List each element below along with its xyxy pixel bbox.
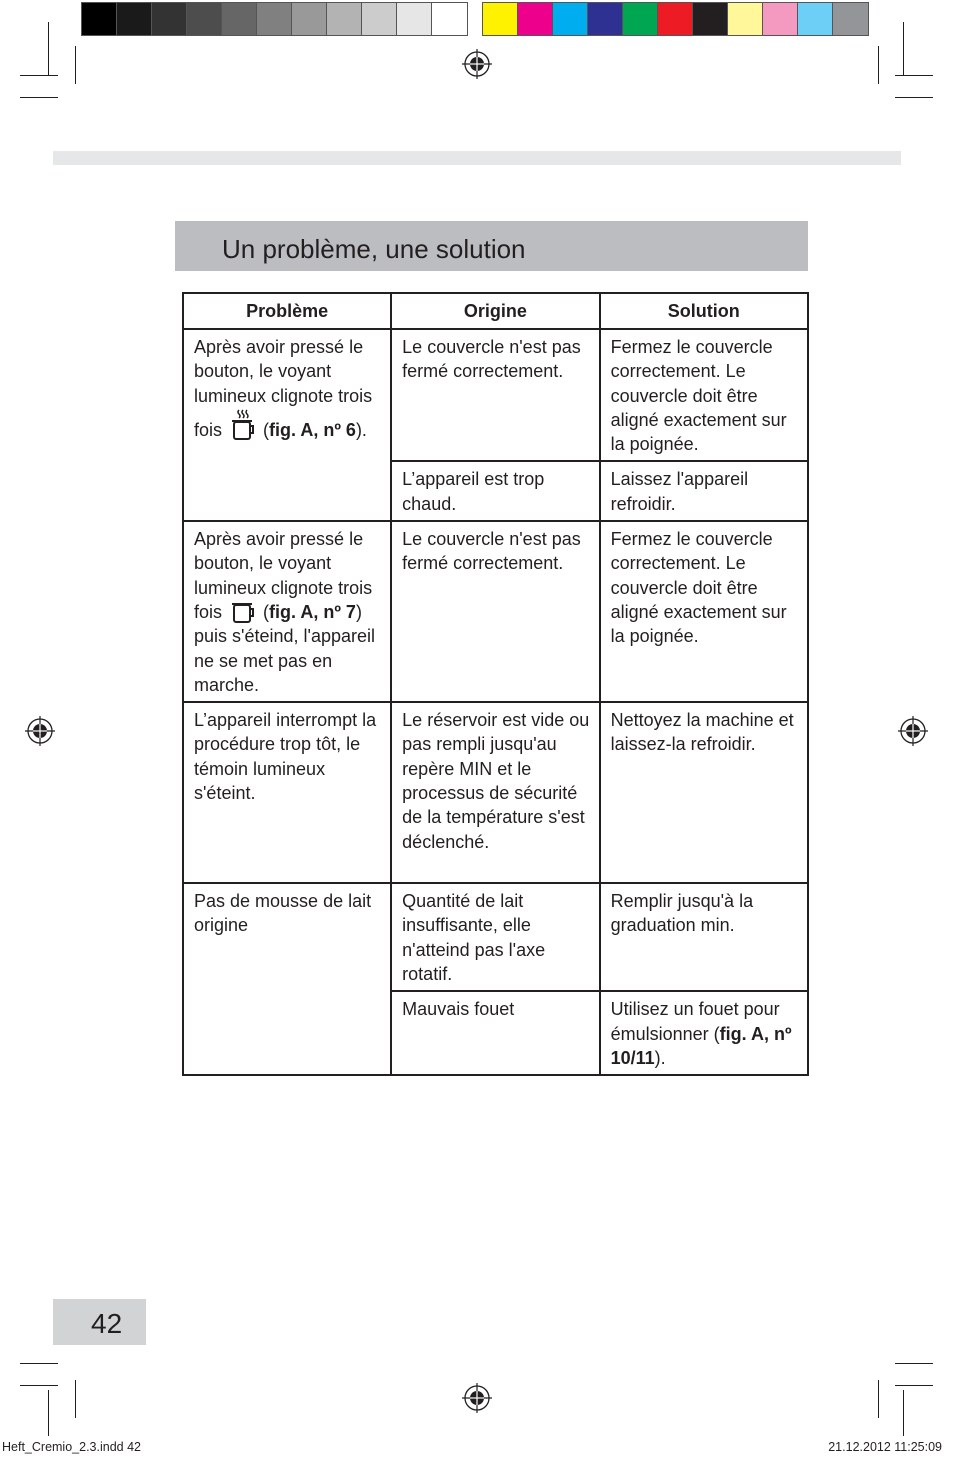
color-swatch xyxy=(518,3,553,35)
problem-cell: L’appareil interrompt la procédure trop tôt, le témoin lumineux s'éteint. xyxy=(183,702,391,883)
table-row xyxy=(183,883,808,991)
crop-mark xyxy=(20,97,58,98)
crop-mark xyxy=(895,75,933,76)
crop-mark xyxy=(878,1380,879,1418)
color-swatch xyxy=(82,3,117,35)
table-row xyxy=(183,702,808,883)
color-swatch xyxy=(763,3,798,35)
process-color-bar xyxy=(482,2,869,36)
problem-text: ( xyxy=(258,601,270,622)
color-swatch xyxy=(432,3,467,35)
troubleshooting-table xyxy=(182,292,809,1076)
column-header-problem: Problème xyxy=(183,293,391,329)
table-row xyxy=(183,329,808,461)
problem-cell xyxy=(183,521,391,702)
registration-mark-icon xyxy=(462,49,492,79)
color-swatch xyxy=(588,3,623,35)
color-swatch xyxy=(728,3,763,35)
color-swatch xyxy=(222,3,257,35)
problem-text: ). xyxy=(355,419,367,440)
color-swatch xyxy=(327,3,362,35)
origin-cell: Quantité de lait insuffisante, elle n'atteind pas l'axe rotatif. xyxy=(391,883,599,991)
page-number-box xyxy=(53,1299,146,1345)
color-swatch xyxy=(362,3,397,35)
registration-mark-icon xyxy=(462,1383,492,1413)
crop-mark xyxy=(20,1385,58,1386)
solution-text: ). xyxy=(654,1047,666,1068)
registration-mark-icon xyxy=(898,716,928,746)
color-swatch xyxy=(292,3,327,35)
crop-mark xyxy=(903,1390,904,1436)
figure-reference: fig. A, nº 10/11 xyxy=(610,1023,792,1068)
color-swatch xyxy=(152,3,187,35)
origin-cell: Le couvercle n'est pas fermé correctement. xyxy=(391,329,599,461)
solution-cell: Fermez le couvercle correctement. Le couvercle doit être aligné exactement sur la poignée. xyxy=(600,329,808,461)
crop-mark xyxy=(75,1380,76,1418)
crop-mark xyxy=(895,97,933,98)
origin-cell: Le réservoir est vide ou pas rempli jusqu'au repère MIN et le processus de sécurité de la température s'est déclenché. xyxy=(391,702,599,883)
problem-cell: Pas de mousse de lait origine xyxy=(183,883,391,1075)
problem-text: Après avoir pressé le bouton, le voyant lumineux clignote trois fois xyxy=(194,529,373,622)
solution-text: Utilisez un fouet pour émulsionner ( xyxy=(610,999,780,1044)
crop-mark xyxy=(903,22,904,76)
problem-text: ( xyxy=(258,419,270,440)
gray-color-bar xyxy=(81,2,468,36)
color-swatch xyxy=(623,3,658,35)
page-number: 42 xyxy=(91,1308,123,1339)
crop-mark xyxy=(20,1363,58,1364)
table-header-row xyxy=(183,293,808,329)
crop-mark xyxy=(48,1390,49,1436)
solution-cell xyxy=(600,991,808,1075)
slug-file-info: Heft_Cremio_2.3.indd 42 xyxy=(2,1440,141,1454)
crop-mark xyxy=(895,1385,933,1386)
hot-cup-icon xyxy=(230,408,256,442)
color-swatch xyxy=(693,3,728,35)
crop-mark xyxy=(75,46,76,84)
color-swatch xyxy=(187,3,222,35)
column-header-solution: Solution xyxy=(600,293,808,329)
column-header-origin: Origine xyxy=(391,293,599,329)
color-swatch xyxy=(553,3,588,35)
origin-cell: L’appareil est trop chaud. xyxy=(391,461,599,521)
origin-cell: Le couvercle n'est pas fermé correctement. xyxy=(391,521,599,702)
table-row xyxy=(183,521,808,702)
cup-icon xyxy=(230,600,256,624)
problem-cell xyxy=(183,329,391,521)
color-swatch xyxy=(117,3,152,35)
solution-cell: Nettoyez la machine et laissez-la refroidir. xyxy=(600,702,808,883)
solution-cell: Remplir jusqu'à la graduation min. xyxy=(600,883,808,991)
solution-cell: Laissez l'appareil refroidir. xyxy=(600,461,808,521)
origin-cell: Mauvais fouet xyxy=(391,991,599,1075)
color-swatch xyxy=(397,3,432,35)
figure-reference: fig. A, nº 6 xyxy=(269,419,356,440)
registration-mark-icon xyxy=(25,716,55,746)
header-band xyxy=(53,151,901,165)
section-title-bar xyxy=(175,221,808,271)
crop-mark xyxy=(48,22,49,76)
problem-text: Après avoir pressé le bouton, le voyant lumineux clignote trois fois xyxy=(194,337,373,440)
color-swatch xyxy=(658,3,693,35)
color-swatch xyxy=(483,3,518,35)
color-swatch xyxy=(798,3,833,35)
figure-reference: fig. A, nº 7 xyxy=(269,601,356,622)
color-swatch xyxy=(257,3,292,35)
section-title: Un problème, une solution xyxy=(222,234,526,264)
crop-mark xyxy=(895,1363,933,1364)
crop-mark xyxy=(20,75,58,76)
problem-text: ) puis s'éteind, l'appareil ne se met pas en marche. xyxy=(194,601,375,695)
crop-mark xyxy=(878,46,879,84)
slug-timestamp: 21.12.2012 11:25:09 xyxy=(828,1440,942,1454)
color-swatch xyxy=(833,3,868,35)
solution-cell: Fermez le couvercle correctement. Le couvercle doit être aligné exactement sur la poignée. xyxy=(600,521,808,702)
